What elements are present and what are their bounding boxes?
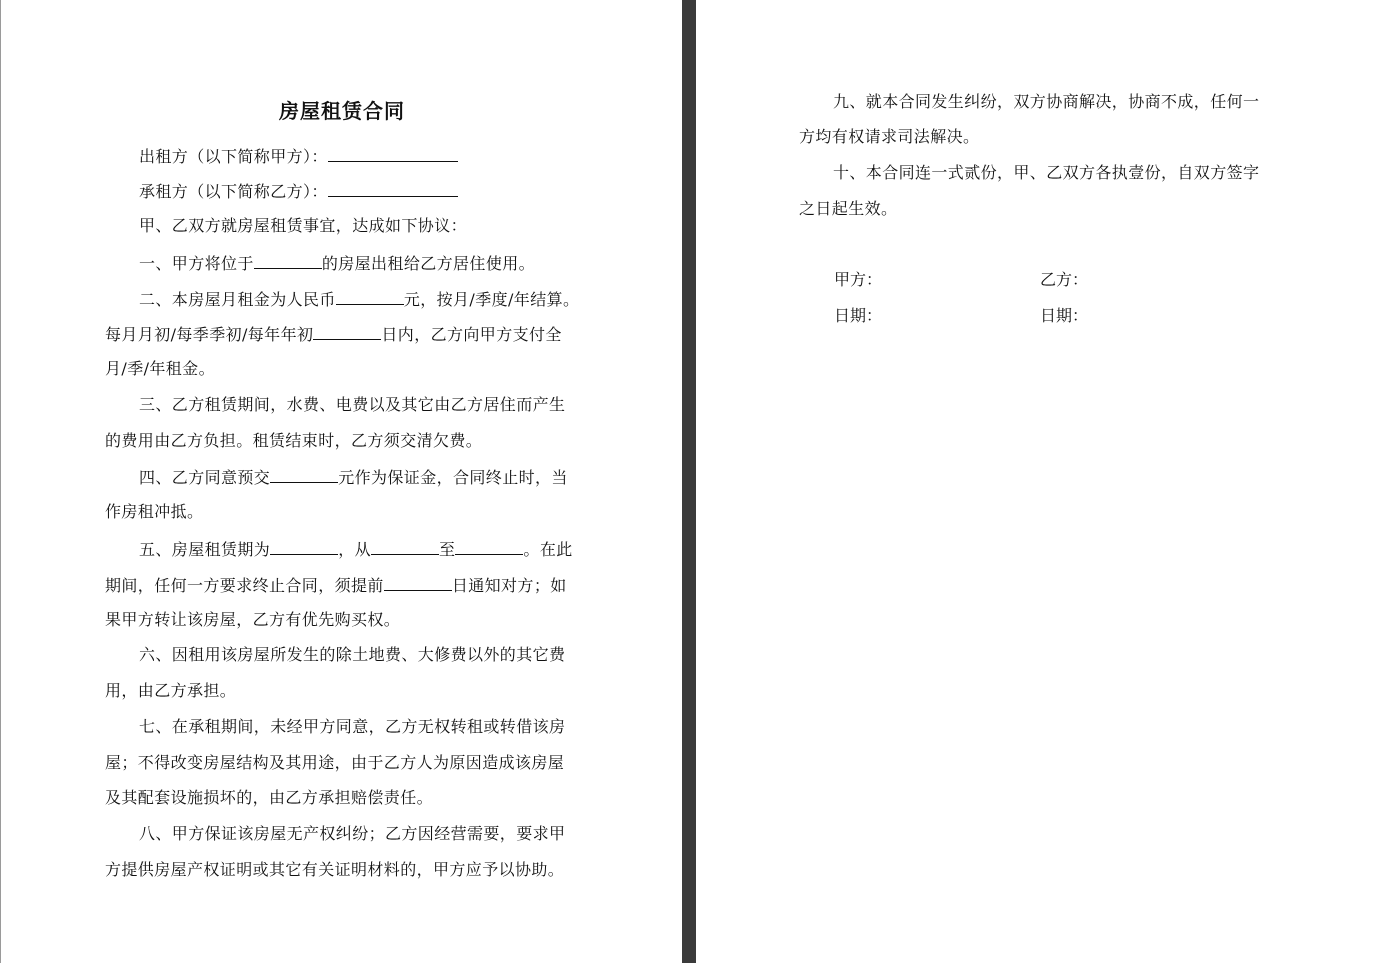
clause-5-line-1 [139,538,573,560]
notice-days-blank [384,574,452,591]
party-a-signature-label: 甲方： [834,270,883,289]
clause-4-line-2: 作房租冲抵。 [105,502,204,521]
clause-5-text-f: 日通知对方；如 [451,576,567,595]
page-2 [696,0,1376,963]
term-blank [270,538,338,555]
party-b-signature-label: 乙方： [1040,270,1089,289]
clause-5-text-a: 五、房屋租赁期为 [139,540,271,559]
rent-blank [336,288,404,305]
lessee-blank [328,180,458,197]
start-date-blank [371,538,439,555]
clause-5-text-b: ，从 [338,540,372,559]
clause-5-line-3: 果甲方转让该房屋，乙方有优先购买权。 [105,610,401,629]
lessor-blank [328,145,458,162]
clause-10-line-1: 十、本合同连一式贰份，甲、乙双方各执壹份，自双方签字 [833,163,1260,182]
clause-2-text-a: 二、本房屋月租金为人民币 [139,290,336,309]
clause-5-text-d: 。在此 [523,540,573,559]
clause-1-text-a: 一、甲方将位于 [139,254,254,273]
clause-3-line-2: 的费用由乙方负担。租赁结束时，乙方须交清欠费。 [105,431,483,450]
party-a-date-label: 日期： [834,306,883,325]
clause-4-text-a: 四、乙方同意预交 [139,468,271,487]
clause-6-line-1: 六、因租用该房屋所发生的除土地费、大修费以外的其它费 [139,645,566,664]
clause-4-line-1 [139,466,568,488]
address-blank [254,252,322,269]
clause-8-line-2: 方提供房屋产权证明或其它有关证明材料的，甲方应予以协助。 [105,860,565,879]
clause-4-text-b: 元作为保证金，合同终止时，当 [338,468,568,487]
days-blank [313,323,381,340]
intro-text: 甲、乙双方就房屋租赁事宜，达成如下协议： [139,216,468,235]
clause-1-text-b: 的房屋出租给乙方居住使用。 [321,254,536,273]
clause-7-line-2: 屋；不得改变房屋结构及其用途，由于乙方人为原因造成该房屋 [105,753,565,772]
clause-8-line-1: 八、甲方保证该房屋无产权纠纷；乙方因经营需要，要求甲 [139,824,566,843]
clause-2-line-3: 月/季/年租金。 [105,359,215,378]
clause-1 [139,252,535,274]
clause-2-line-2 [105,323,562,345]
clause-2-line-1 [139,288,579,310]
clause-9-line-2: 方均有权请求司法解决。 [799,127,980,146]
document-title: 房屋租赁合同 [279,99,405,123]
deposit-blank [270,466,338,483]
clause-2-text-c: 每月月初/每季季初/每年年初 [105,325,314,344]
end-date-blank [455,538,523,555]
clause-6-line-2: 用，由乙方承担。 [105,681,237,700]
clause-7-line-3: 及其配套设施损坏的，由乙方承担赔偿责任。 [105,788,434,807]
page-1 [0,0,682,963]
clause-7-line-1: 七、在承租期间，未经甲方同意，乙方无权转租或转借该房 [139,717,566,736]
lessor-line [139,145,458,167]
clause-5-line-2 [105,574,567,596]
page-gap [682,0,696,963]
clause-3-line-1: 三、乙方租赁期间，水费、电费以及其它由乙方居住而产生 [139,395,566,414]
party-b-date-label: 日期： [1040,306,1089,325]
clause-5-text-c: 至 [439,540,456,559]
clause-5-text-e: 期间，任何一方要求终止合同，须提前 [105,576,384,595]
lessor-label: 出租方（以下简称甲方）： [139,147,328,166]
clause-9-line-1: 九、就本合同发生纠纷，双方协商解决，协商不成，任何一 [833,92,1260,111]
clause-2-text-b: 元，按月/季度/年结算。 [403,290,580,309]
lessee-label: 承租方（以下简称乙方）： [139,182,328,201]
clause-2-text-d: 日内，乙方向甲方支付全 [381,325,562,344]
lessee-line [139,180,458,202]
clause-10-line-2: 之日起生效。 [799,199,898,218]
